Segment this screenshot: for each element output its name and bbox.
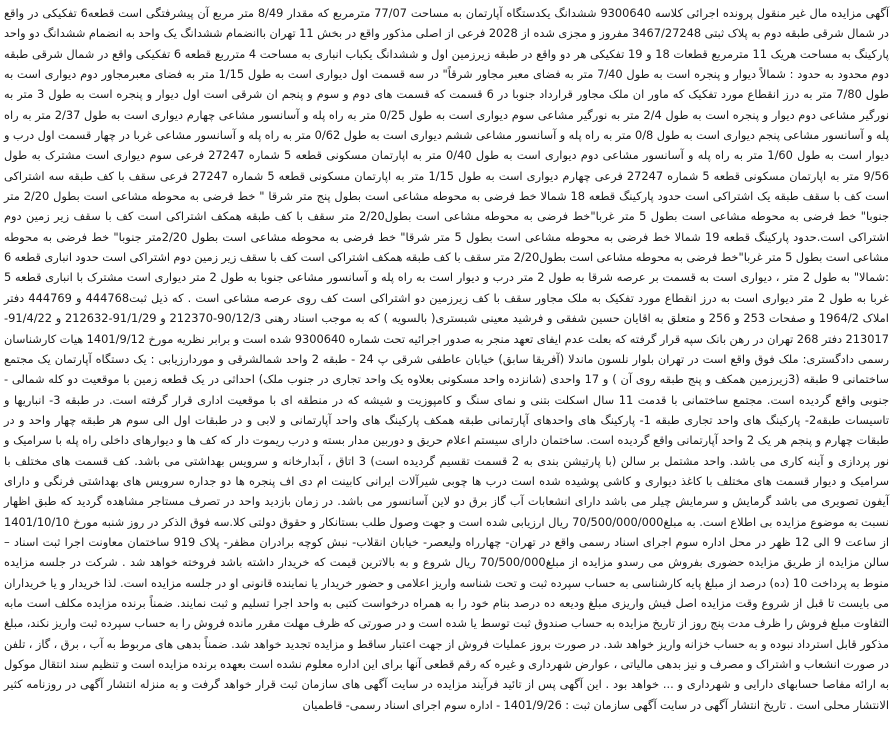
notice-body-text: آگهی مزایده مال غیر منقول پرونده اجرائی کلاسه 9300640 ششدانگ یکدستگاه آپارتمان به مساحت 77/07 مترمربع که مقدار 8/49 متر مربع آن پیشرفتگی است قطعه6 تفکیکی در واقع در شمال شرقی طبقه دوم به پلاک ثبتی 3467/27248 مفروز و مجزی شده از 2028 فرعی از اصلی مذکور واقع در بخش 11 تهران باانضمام ششدانگ یک واحد به انضمام ششدانگ دو واحد پارکینگ به مساحت هریک 11 مترمربع قطعات 18 و 19 تفکیکی هر دو واقع در طبقه زیرزمین اول و ششدانگ یکباب انباری به مساحت 4 مترربع قطعه 6 تفکیکی واقع در شمال شرقی طبقه دوم محدود به حدود : شمالاً دیوار و پنجره است به طول 7/40 متر به فضای معبر مجاور شرقاً" در سه قسمت اول دیواری است به طول 1/15 متر به فضای معبرمجاور دوم دیواری است به طول 7/80 متر به درز انقطاع مورد تفکیک که ماور ان ملک مجاور قرارداد جنوبا در 6 قسمت که قسمت های دوم و سوم و پنجم ان شرقی است اول دیوار و پنجره است به طول 3 متر به نورگیر مشاعی دوم دیوار و پنجره است به طول 2/4 متر به نورگیر مشاعی سوم دیواری است به طول 0/25 متر به راه پله و آسانسور مشاعی چهارم دیواری است به طول 2/37 متر به راه پله و آسانسور مشاعی پنجم دیواری است به طول 0/8 متر به راه پله و آسانسور مشاعی ششم دیواری است به طول 0/62 متر به راه پله و آسانسور مشاعی غربا در چهار قسمت اول درب و دیوار است به طول 1/60 متر به راه پله و آسانسور مشاعی دوم دیواری است به طول 0/40 متر به اپارتمان مسکونی قطعه 5 شماره 27247 فرعی سوم دیواری است مشترک به طول 9/56 متر به اپارتمان مسکونی قطعه 5 شماره 27247 فرعی چهارم دیواری است به طول 1/15 متر به اپارتمان مسکونی قطعه 5 شماره 27247 فرعی سقف با کف طبقه سه اشتراکی است کف با سقف طبقه یک اشتراکی است حدود پارکینگ قطعه 18 شمالا خط فرضی به محوطه مشاعی است بطول پنج متر شرقا " خط فرضی به محوطه مشاعی است بطول 2/20 متر جنوبا" خط فرضی به محوطه مشاعی است بطول 5 متر غربا"خط فرضی به محوطه مشاعی است بطول2/20 متر سقف با کف طبقه همکف اشتراکی است کف با سقف زیر زمین دوم اشتراکی است.حدود پارکینگ قطعه 19 شمالا خط فرضی به محوطه مشاعی است بطول 5 متر شرقا" خط فرضی به محوطه مشاعی است بطول 2/20متر جنوبا" خط فرضی به محوطه مشاعی است بطول 5 متر غربا"خط فرضی به محوطه مشاعی است بطول2/20 متر سقف با کف طبقه همکف اشتراکی است کف با سقف زیر زمین دوم اشتراکی است حدود انباری قطعه 6 :شمالا" به طول 2 متر ، دیواری است به قسمت بر عرصه شرقا به طول 2 متر درب و دیوار است به راه پله و آسانسور مشاعی جنوبا به طول 2 متر دیواری است مشترک با انباری قطعه 5 غربا به طول 2 متر دیواری است به درز انقطاع مورد تفکیک به ملک مجاور سقف با کف زیرزمین دو اشتراکی است کف روی عرصه مشاعی است . که ذیل ثبت444768 و 444769 دفتر املاک 1964/2 و صفحات 253 و 256 و متعلق به اقایان حسین شفقی و فرشید معینی شبستری( بالسویه ) که به موجب اسناد رهنی 90/12/3-212370 و 91/1/29-212632 و 91/4/22-213017 دفتر 268 تهران در رهن بانک سپه قرار گرفته که بعلت عدم ایفای تعهد منجر به صدور اجرائیه تحت شماره 9300640 شده است و برابر نظریه مورخ 1401/9/12 هیات کارشناسان رسمی دادگستری: ملک فوق واقع است در تهران بلوار نلسون ماندلا (آفریقا سابق) خیابان عاطفی شرقی پ 24 - طبقه 2 واحد شمالشرقی و موردارزیابی : یک دستگاه آپارتمان یک مجتمع ساختمانی 9 طبقه (3زیرزمین همکف و پنج طبقه روی آن ) و 17 واحدی (شانزده واحد مسکونی بعلاوه یک واحد تجاری در جنوب ملک) احداثی در یک قطعه زمین با موقعیت دو کله شمالی - جنوبی واقع گردیده است. مجتمع ساختمانی با قدمت 11 سال اسکلت بتنی و نمای سنگ و کامپوزیت و شیشه که در منطقه ای با موقعیت اداری قرار گرفته است. در طبقه 3- انباریها و تاسیسات طبقه2- پارکینگ های واحد تجاری طبقه 1- پارکینگ های واحدهای آپارتمانی طبقه همکف پارکینگ های واحد آپارتمانی و لابی و در طبقات اول الی سوم هر طبقه چهار واحد و در طبقات چهارم و پنجم هر یک 2 واحد آپارتمانی واقع گردیده است. ساختمان دارای سیستم اعلام حریق و دوربین مدار بسته و درب ریموت دار که کف ها و دیوارهای داخلی راه پله با سرامیک و نور پردازی و آینه کاری می باشد. واحد مشتمل بر سالن (با پارتیشن بندی به 2 قسمت تقسیم گردیده است) 3 اتاق ، آبدارخانه و سرویس بهداشتی می باشد. کف قسمت های مختلف با سرامیک و دیوار قسمت های مختلف با کاغذ دیواری و کاشی پوشیده شده است درب ها چوبی شیرآلات ایرانی کابینت ام دی اف پنجره ها دو جداره سرویس های بهداشتی فرنگی و دارای آیفون تصویری می باشد گرمایش و سرمایش چیلر می باشد دارای انشعابات آب گاز برق دو لاین آسانسور می باشد. در زمان بازدید واحد در تصرف مستاجر مشاهده گردید که طبق اظهار نسبت به موضوع مزایده بی اطلاع است. به مبلغ70/500/000/000 ریال ارزیابی شده است و جهت وصول طلب بستانکار و حقوق دولتی کلا.سه فوق الذکر در روز شنبه مورخ 1401/10/10 از ساعت 9 الی 12 ظهر در محل اداره سوم اجرای اسناد رسمی واقع در تهران- چهارراه ولیعصر- خیابان انقلاب- نبش کوچه برادران مظفر- پلاک 919 ساختمان معاونت اجرا ثبت اسناد – سالن مزایده از طریق مزایده حضوری بفروش می رسدو مزایده از مبلغ70/500/000 ریال شروع و به بالاترین قیمت که خریدار داشته باشد فروخته خواهد شد . شرکت در جلسه مزایده منوط به پرداخت 10 (ده) درصد از مبلغ پایه کارشناسی به حساب سپرده ثبت و تحت شناسه واریز اعلامی و حضور خریدار یا نماینده قانونی او در جلسه مزایده است. لذا خریدار و یا خریداران می بایست تا قبل از شروع وقت مزایده اصل فیش واریزی مبلغ ودیعه ده درصد بنام خود را به همراه درخواست کتبی به واحد اجرا تسلیم و ثبت نمایند. ضمناً برنده مزایده مکلف است مابه التفاوت مبلغ فروش را ظرف مدت پنج روز از تاریخ مزایده به حساب صندوق ثبت توسط یا شده است و در صورتی که ظرف مهلت مقرر مانده فروش را به حساب سپرده ثبت واریز نکند، مبلغ مذکور قابل استرداد نبوده و به حساب خزانه واریز خواهد شد. در صورت بروز عملیات فروش از جهت اعتبار ساقط و مزایده تجدید خواهد شد. ضمناً بدهی های مربوط به آب ، برق ، گاز ، تلفن در صورت انشعاب و اشتراک و مصرف و نیز بدهی مالیاتی ، عوارض شهرداری و غیره که رقم قطعی آنها برای این اداره معلوم نشده است بعهده برنده مزایده است و تنظیم سند انتقال موکول به ارائه مفاصا حسابهای دارایی و شهرداری و ... خواهد بود . این آگهی پس از تائید فرآیند مزایده در سایت آگهی های سازمان ثبت قرار خواهد گرفت و به منزله انتشار آگهی در روزنامه کثیر الانتشار محلی است . تاریخ انتشار آگهی در سایت آگهی سازمان ثبت : 1401/9/26 - اداره سوم اجرای اسناد رسمی- قاطمیان bbox=[4, 6, 890, 712]
auction-notice bbox=[4, 3, 889, 715]
